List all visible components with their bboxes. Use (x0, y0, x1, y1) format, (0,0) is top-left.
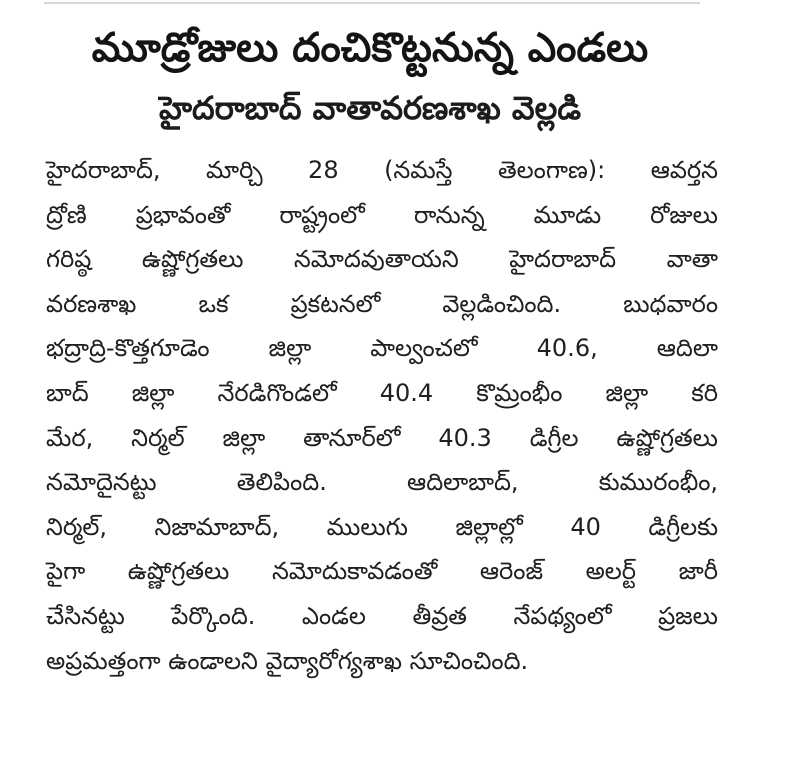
body-line: గరిష్ఠ ఉష్ణోగ్రతలు నమోదవుతాయని హైదరాబాద్‌ వాతా (46, 245, 718, 274)
article-headline: మూడ్రోజులు దంచికొట్టనున్న ఎండలు (91, 25, 649, 71)
body-line: మేర, నిర్మల్‌ జిల్లా తానూర్‌లో 40.3 డిగ్రీల ఉష్ణోగ్రతలు (46, 423, 718, 452)
body-line: వరణశాఖ ఒక ప్రకటనలో వెల్లడించింది. బుధవారం (46, 289, 718, 318)
body-line: బాద్‌ జిల్లా నేరడిగొండలో 40.4 కొమ్రంభీం జిల్లా కరి (46, 378, 718, 407)
body-line: నిర్మల్‌, నిజామాబాద్‌, ములుగు జిల్లాల్లో 40 డిగ్రీలకు (46, 512, 718, 541)
article-subheadline: హైదరాబాద్‌ వాతావరణశాఖ వెల్లడి (159, 89, 581, 127)
body-line: భద్రాద్రి-కొత్తగూడెం జిల్లా పాల్వంచలో 40.6, ఆదిలా (46, 334, 718, 363)
body-line-last: అప్రమత్తంగా ఉండాలని వైద్యారోగ్యశాఖ సూచించింది. (46, 646, 529, 675)
body-line: చేసినట్టు పేర్కొంది. ఎండల తీవ్రత నేపథ్యంలో ప్రజలు (46, 601, 718, 630)
body-line: నమోదైనట్టు తెలిపింది. ఆదిలాబాద్‌, కుమురంభీం, (46, 468, 718, 497)
body-line: పైగా ఉష్ణోగ్రతలు నమోదుకావడంతో ఆరెంజ్‌ అలర్ట్‌ జారీ (46, 557, 718, 586)
body-line: ద్రోణి ప్రభావంతో రాష్ట్రంలో రానున్న మూడు రోజులు (46, 200, 718, 229)
top-divider (44, 2, 700, 4)
body-line: హైదరాబాద్‌, మార్చి 28 (నమస్తే తెలంగాణ): ఆవర్తన (46, 156, 718, 184)
article-body (46, 148, 718, 683)
